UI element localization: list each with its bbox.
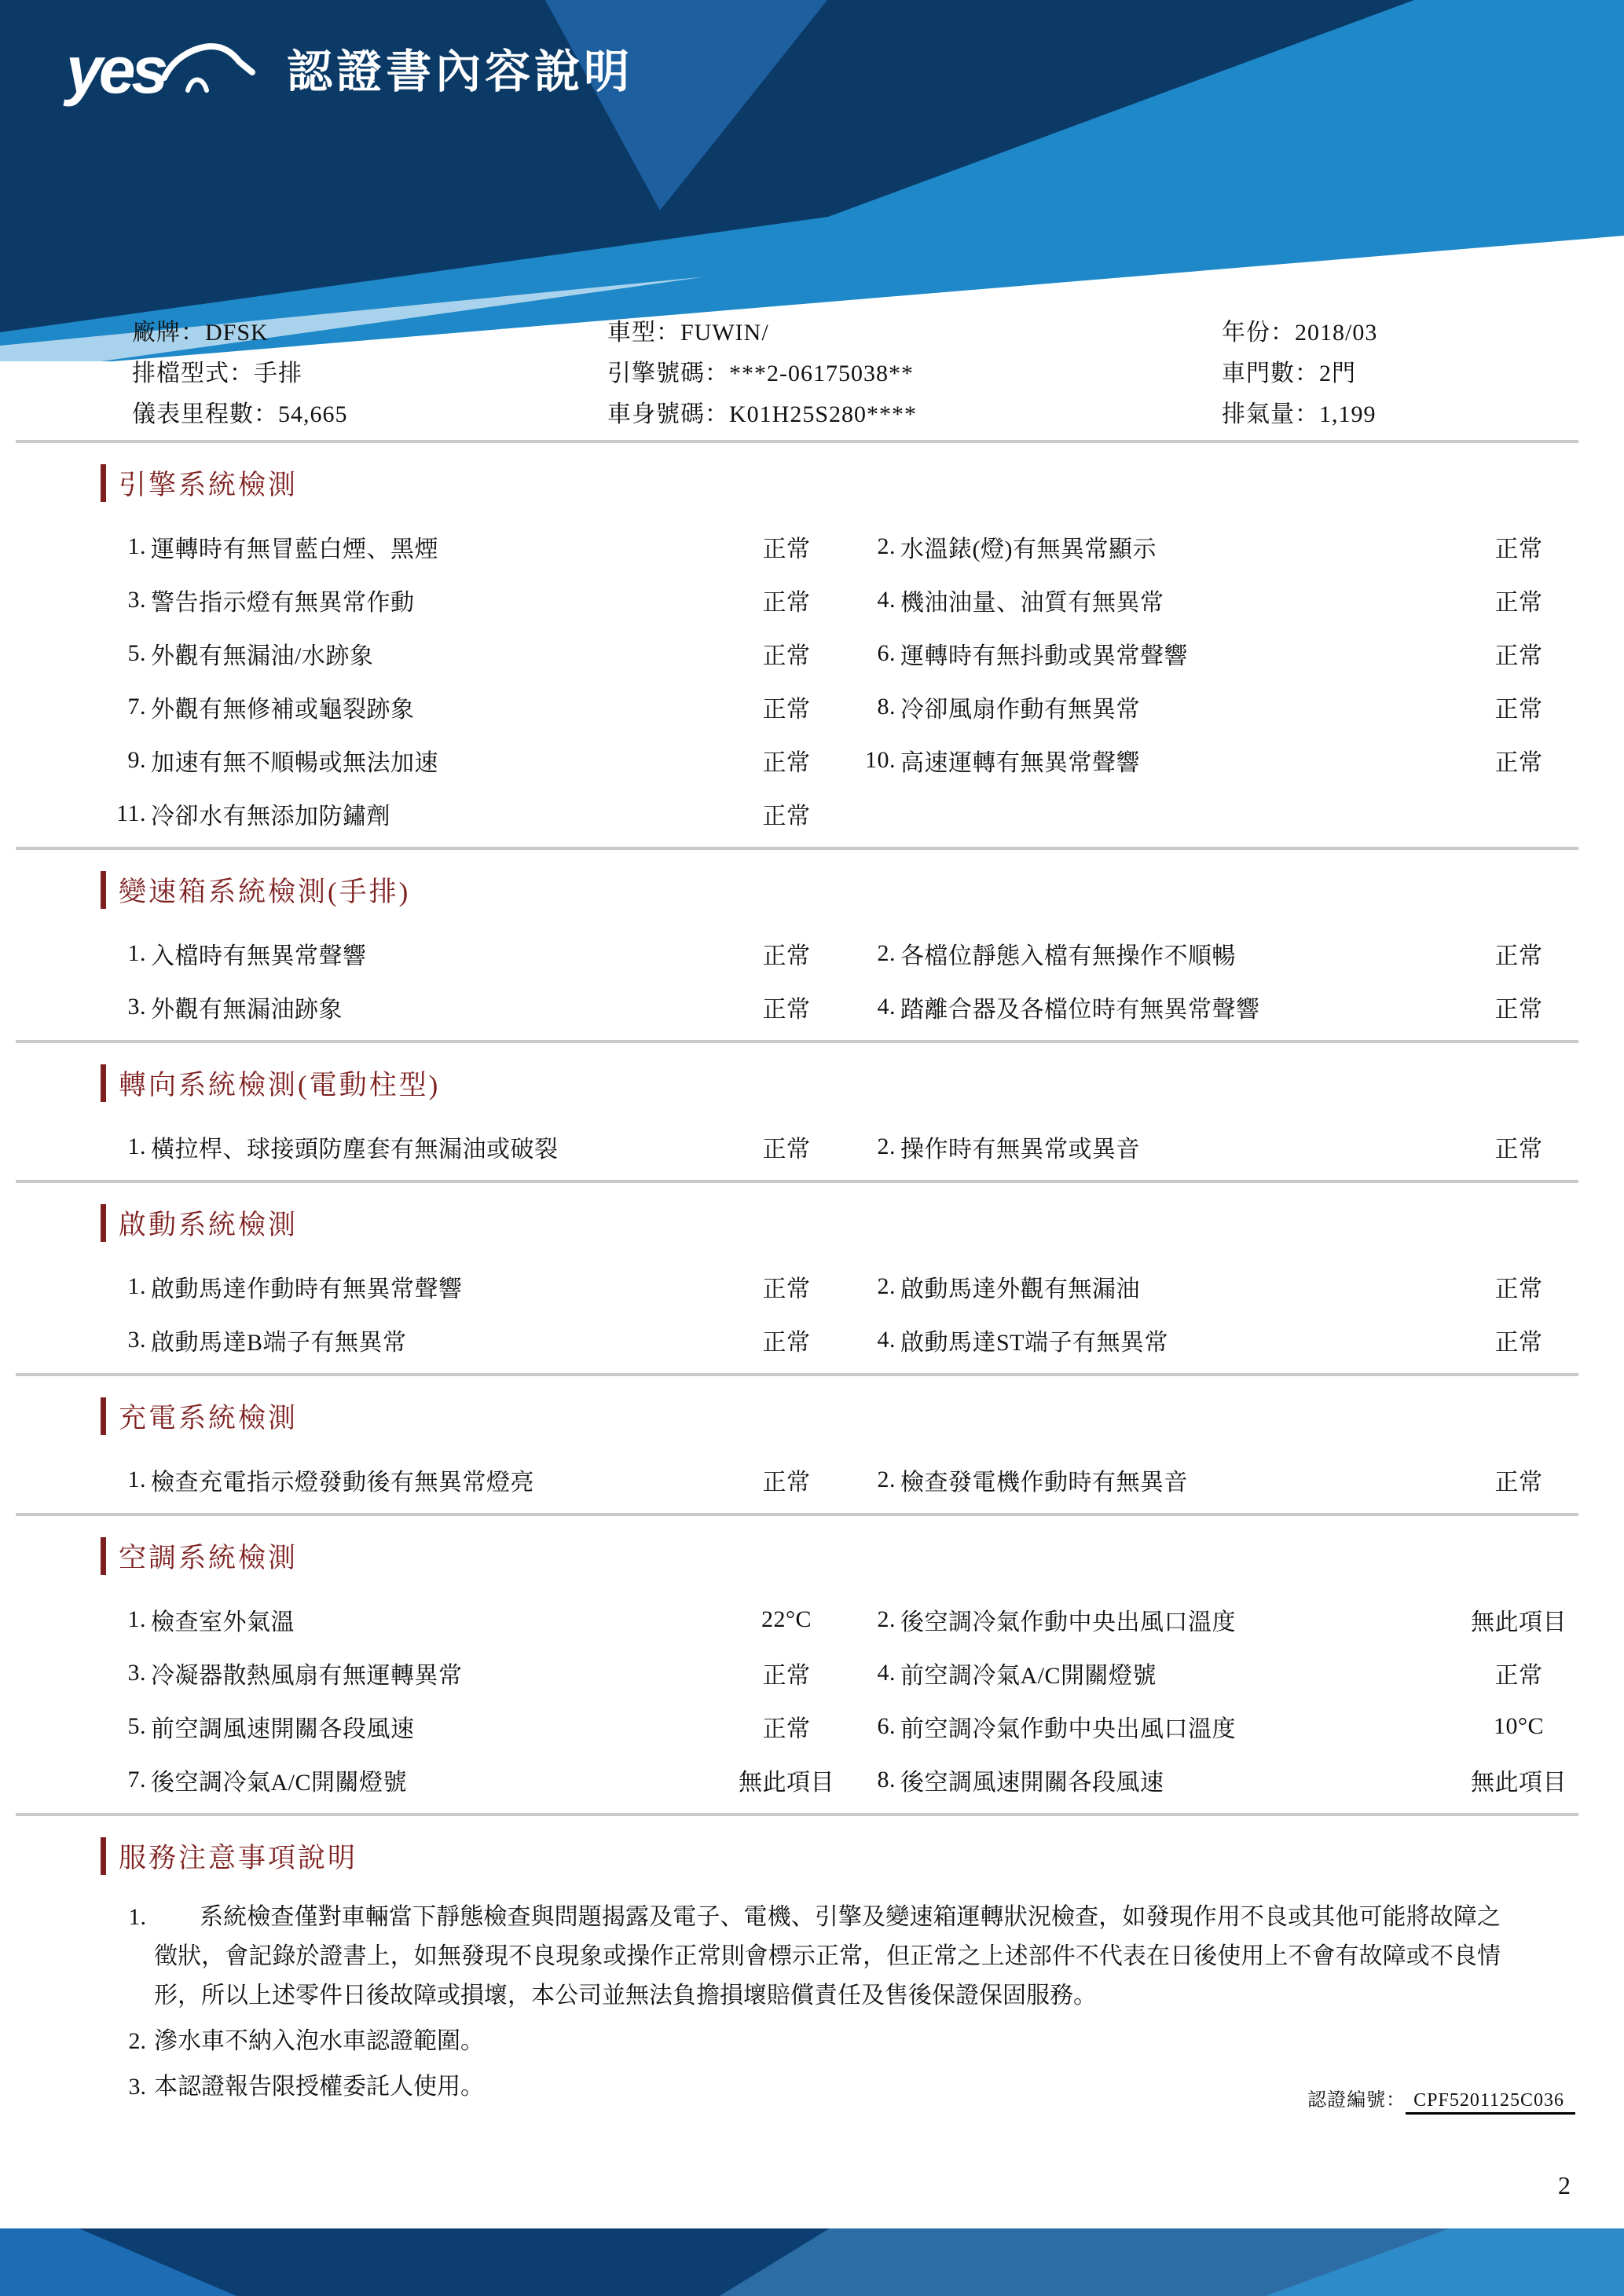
item-result: 10°C <box>1493 1713 1544 1739</box>
vehicle-info <box>0 313 1624 435</box>
check-row <box>112 520 1593 573</box>
item-result: 正常 <box>1494 1137 1543 1163</box>
check-item <box>861 583 1593 617</box>
item-text: 啟動馬達B端子有無異常 <box>151 1330 407 1356</box>
info-label: 車門數： <box>1222 361 1319 386</box>
section-title-bar <box>101 1204 106 1242</box>
info-value: 54,665 <box>278 401 348 427</box>
check-item <box>112 1763 861 1797</box>
note-number: 2. <box>128 2028 146 2054</box>
check-section <box>0 443 1624 847</box>
section-title <box>101 1203 1624 1243</box>
item-number: 3. <box>127 1660 146 1686</box>
item-text: 冷卻風扇作動有無異常 <box>900 697 1140 723</box>
item-result: 正常 <box>762 643 811 669</box>
item-text: 機油油量、油質有無異常 <box>900 590 1164 616</box>
item-number: 4. <box>877 1660 896 1686</box>
item-text: 外觀有無漏油跡象 <box>151 997 343 1023</box>
item-text: 檢查室外氣溫 <box>151 1609 295 1635</box>
item-text: 各檔位靜態入檔有無操作不順暢 <box>900 943 1236 969</box>
item-number: 3. <box>127 994 146 1020</box>
info-value: K01H25S280**** <box>729 401 918 427</box>
info-gearbox-type <box>132 353 607 394</box>
note-list <box>112 1898 1501 2107</box>
section-title-text: 轉向系統檢測(電動柱型) <box>119 1070 441 1100</box>
item-result: 正常 <box>1494 697 1543 723</box>
item-number: 1. <box>127 533 146 559</box>
note-number: 3. <box>128 2074 146 2100</box>
check-item <box>861 1709 1593 1744</box>
check-row <box>112 1453 1593 1507</box>
item-text: 後空調冷氣A/C開關燈號 <box>151 1770 408 1796</box>
item-text: 啟動馬達ST端子有無異常 <box>900 1330 1169 1356</box>
section-title-bar <box>101 464 106 502</box>
item-text: 啟動馬達外觀有無漏油 <box>900 1276 1140 1302</box>
item-text: 運轉時有無抖動或異常聲響 <box>900 643 1188 669</box>
section-items <box>112 927 1593 1034</box>
section-title <box>101 870 1624 910</box>
section-title-text: 空調系統檢測 <box>119 1543 299 1573</box>
item-number: 9. <box>127 747 146 773</box>
item-number: 5. <box>127 640 146 666</box>
section-title-text: 服務注意事項說明 <box>119 1843 358 1873</box>
item-result: 正常 <box>1494 1330 1543 1356</box>
info-engine-no <box>607 353 1222 394</box>
page-header <box>0 0 1624 361</box>
info-value: 手排 <box>254 361 302 386</box>
item-result: 正常 <box>1494 1470 1543 1496</box>
item-text: 前空調冷氣A/C開關燈號 <box>900 1663 1157 1689</box>
item-result: 正常 <box>1494 536 1543 562</box>
page-number: 2 <box>1558 2171 1571 2199</box>
check-section <box>0 1043 1624 1180</box>
check-section <box>0 1183 1624 1373</box>
section-title <box>101 1397 1624 1436</box>
item-text: 運轉時有無冒藍白煙、黑煙 <box>151 536 438 562</box>
check-item <box>112 796 861 831</box>
note-text: 系統檢查僅對車輛當下靜態檢查與問題揭露及電子、電機、引擎及變速箱運轉狀況檢查，如發現作用不良或其他可能將故障之徵狀，會記錄於證書上，如無發現不良現象或操作正常則會標示正常，但正常之上述部件不代表在日後使用上不會有故障或不良情形，所以上述零件日後故障或損壞，本公司並無法負擔損壞賠償責任及售後保證保固服務。 <box>154 1904 1501 2009</box>
info-mileage <box>132 394 607 435</box>
check-item <box>861 529 1593 564</box>
check-item <box>861 1463 1593 1497</box>
section-items <box>112 1260 1593 1367</box>
section-title-text: 充電系統檢測 <box>119 1403 299 1434</box>
section-title-text: 引擎系統檢測 <box>119 470 299 500</box>
info-label: 車型： <box>607 320 680 346</box>
item-result: 正常 <box>1494 590 1543 616</box>
item-number: 7. <box>127 1767 146 1792</box>
item-result: 正常 <box>1494 943 1543 969</box>
check-item <box>861 936 1593 971</box>
info-doors <box>1222 353 1624 394</box>
check-row <box>112 1700 1593 1753</box>
info-label: 排檔型式： <box>132 361 254 386</box>
section-items <box>112 520 1593 840</box>
item-number: 6. <box>877 1713 896 1739</box>
info-label: 排氣量： <box>1222 401 1319 427</box>
check-item <box>112 636 861 671</box>
info-value: 2018/03 <box>1295 320 1378 346</box>
info-value: ***2-06175038** <box>729 361 914 386</box>
check-row <box>112 980 1593 1034</box>
item-result: 正常 <box>1494 1276 1543 1302</box>
section-title-text: 變速箱系統檢測(手排) <box>119 877 411 907</box>
check-item <box>861 1602 1593 1637</box>
check-item <box>112 743 861 778</box>
check-row <box>112 927 1593 980</box>
check-sections <box>0 443 1624 1816</box>
item-result: 正常 <box>1494 643 1543 669</box>
section-items <box>112 1120 1593 1174</box>
info-model <box>607 313 1222 353</box>
item-text: 冷凝器散熱風扇有無運轉異常 <box>151 1663 463 1689</box>
item-number: 3. <box>127 587 146 613</box>
note-text: 本認證報告限授權委託人使用。 <box>154 2074 484 2100</box>
check-section <box>0 1376 1624 1513</box>
service-notes <box>0 1816 1624 2119</box>
check-row <box>112 680 1593 734</box>
item-number: 5. <box>127 1713 146 1739</box>
note-item <box>112 1898 1501 2016</box>
item-text: 前空調風速開關各段風速 <box>151 1716 415 1742</box>
item-result: 正常 <box>762 1276 811 1302</box>
item-number: 1. <box>127 1133 146 1159</box>
item-text: 後空調冷氣作動中央出風口溫度 <box>900 1609 1236 1635</box>
item-number: 4. <box>877 587 896 613</box>
note-item <box>112 2022 1501 2061</box>
check-row <box>112 734 1593 787</box>
note-text: 滲水車不納入泡水車認證範圍。 <box>154 2028 484 2054</box>
item-result: 正常 <box>762 750 811 776</box>
item-number: 4. <box>877 1327 896 1353</box>
note-item <box>112 2067 1501 2107</box>
item-number: 3. <box>127 1327 146 1353</box>
yes-logo-text: yes <box>66 33 165 107</box>
check-item <box>112 1602 861 1637</box>
check-row <box>112 1260 1593 1313</box>
info-label: 車身號碼： <box>607 401 729 427</box>
item-text: 橫拉桿、球接頭防塵套有無漏油或破裂 <box>151 1137 559 1163</box>
header-content <box>66 35 633 105</box>
info-vin <box>607 394 1222 435</box>
car-outline-icon <box>159 38 260 100</box>
item-text: 高速運轉有無異常聲響 <box>900 750 1140 776</box>
check-section <box>0 1516 1624 1813</box>
item-number: 11. <box>116 800 146 826</box>
check-item <box>112 936 861 971</box>
check-item <box>112 529 861 564</box>
item-text: 外觀有無修補或龜裂跡象 <box>151 697 415 723</box>
certificate-number-line <box>1307 2084 1575 2111</box>
check-item <box>112 690 861 724</box>
item-result: 無此項目 <box>1471 1609 1567 1635</box>
item-result: 22°C <box>761 1606 812 1632</box>
item-text: 冷卻水有無添加防鏽劑 <box>151 804 390 829</box>
item-number: 1. <box>127 1467 146 1492</box>
check-row <box>112 627 1593 680</box>
check-item <box>861 743 1593 778</box>
item-result: 正常 <box>1494 1663 1543 1689</box>
check-item <box>861 1763 1593 1797</box>
check-row <box>112 787 1593 840</box>
section-title-bar <box>101 1064 106 1102</box>
info-value: 2門 <box>1319 361 1356 386</box>
item-result: 正常 <box>762 536 811 562</box>
info-label: 儀表里程數： <box>132 401 278 427</box>
check-item <box>112 1130 861 1164</box>
item-result: 正常 <box>762 1716 811 1742</box>
item-number: 10. <box>865 747 896 773</box>
content-area <box>0 443 1624 2119</box>
check-item <box>112 583 861 617</box>
page-footer <box>0 2228 1624 2296</box>
section-items <box>112 1593 1593 1807</box>
info-label: 引擎號碼： <box>607 361 729 386</box>
check-item <box>861 990 1593 1024</box>
section-title-bar <box>101 1537 106 1575</box>
item-number: 1. <box>127 1606 146 1632</box>
section-title <box>101 1836 1624 1876</box>
item-text: 前空調冷氣作動中央出風口溫度 <box>900 1716 1236 1742</box>
note-number: 1. <box>128 1904 146 1930</box>
item-result: 正常 <box>762 804 811 829</box>
info-value: DFSK <box>205 320 269 346</box>
item-result: 正常 <box>762 1330 811 1356</box>
section-title-text: 啟動系統檢測 <box>119 1210 299 1240</box>
item-text: 加速有無不順暢或無法加速 <box>151 750 438 776</box>
section-title <box>101 1064 1624 1103</box>
yes-logo <box>66 33 260 107</box>
vehicle-info-grid <box>132 313 1624 435</box>
check-row <box>112 1120 1593 1174</box>
item-number: 2. <box>877 1467 896 1492</box>
check-item <box>861 1130 1593 1164</box>
check-item <box>112 990 861 1024</box>
item-result: 正常 <box>762 697 811 723</box>
item-number: 8. <box>877 694 896 720</box>
item-result: 無此項目 <box>1471 1770 1567 1796</box>
info-label: 廠牌： <box>132 320 205 346</box>
item-number: 7. <box>127 694 146 720</box>
check-item <box>112 1269 861 1304</box>
check-row <box>112 1313 1593 1367</box>
check-item <box>112 1656 861 1690</box>
item-number: 2. <box>877 533 896 559</box>
item-text: 檢查充電指示燈發動後有無異常燈亮 <box>151 1470 534 1496</box>
item-number: 8. <box>877 1767 896 1792</box>
check-row <box>112 1593 1593 1646</box>
item-number: 6. <box>877 640 896 666</box>
check-item <box>861 690 1593 724</box>
item-text: 警告指示燈有無異常作動 <box>151 590 415 616</box>
section-items <box>112 1453 1593 1507</box>
item-result: 正常 <box>762 1470 811 1496</box>
info-value: 1,199 <box>1319 401 1377 427</box>
check-item <box>861 1656 1593 1690</box>
item-result: 正常 <box>762 1663 811 1689</box>
item-number: 1. <box>127 1273 146 1299</box>
item-text: 操作時有無異常或異音 <box>900 1137 1140 1163</box>
info-label: 年份： <box>1222 320 1295 346</box>
item-number: 1. <box>127 940 146 966</box>
certificate-number-value: CPF5201125C036 <box>1406 2090 1575 2115</box>
item-text: 入檔時有無異常聲響 <box>151 943 367 969</box>
item-result: 正常 <box>762 1137 811 1163</box>
check-item <box>112 1463 861 1497</box>
item-number: 2. <box>877 940 896 966</box>
item-number: 4. <box>877 994 896 1020</box>
check-item <box>112 1709 861 1744</box>
check-item <box>861 636 1593 671</box>
item-result: 正常 <box>762 997 811 1023</box>
item-text: 後空調風速開關各段風速 <box>900 1770 1164 1796</box>
item-number: 2. <box>877 1606 896 1632</box>
check-item <box>861 1323 1593 1357</box>
item-result: 無此項目 <box>739 1770 834 1796</box>
item-text: 外觀有無漏油/水跡象 <box>151 643 374 669</box>
check-section <box>0 850 1624 1040</box>
check-row <box>112 1753 1593 1807</box>
item-text: 啟動馬達作動時有無異常聲響 <box>151 1276 463 1302</box>
info-year <box>1222 313 1624 353</box>
check-row <box>112 1646 1593 1700</box>
item-number: 2. <box>877 1273 896 1299</box>
item-result: 正常 <box>762 590 811 616</box>
check-item <box>112 1323 861 1357</box>
check-item <box>861 1269 1593 1304</box>
info-displacement <box>1222 394 1624 435</box>
item-result: 正常 <box>1494 997 1543 1023</box>
item-text: 水溫錶(燈)有無異常顯示 <box>900 536 1157 562</box>
section-title-bar <box>101 1397 106 1435</box>
item-result: 正常 <box>1494 750 1543 776</box>
section-title-bar <box>101 871 106 909</box>
item-text: 踏離合器及各檔位時有無異常聲響 <box>900 997 1260 1023</box>
certificate-number-label: 認證編號： <box>1307 2090 1406 2111</box>
item-text: 檢查發電機作動時有無異音 <box>900 1470 1188 1496</box>
section-title-bar <box>101 1837 106 1875</box>
section-title <box>101 1536 1624 1576</box>
item-number: 2. <box>877 1133 896 1159</box>
info-value: FUWIN/ <box>680 320 769 346</box>
info-brand <box>132 313 607 353</box>
check-row <box>112 573 1593 627</box>
item-result: 正常 <box>762 943 811 969</box>
page-title: 認證書內容說明 <box>287 46 634 97</box>
section-title <box>101 463 1624 503</box>
